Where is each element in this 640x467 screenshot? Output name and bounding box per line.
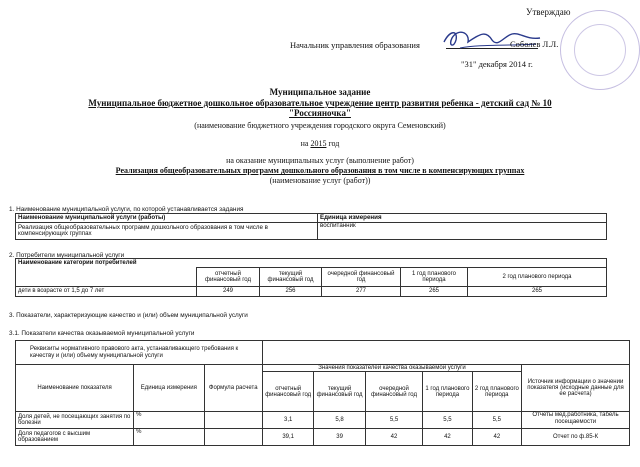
year-suffix: год: [328, 139, 340, 148]
indicator-value: 5,8: [314, 412, 365, 429]
indicator-name: Доля педагогов с высшим образованием: [16, 429, 134, 446]
consumer-category: дети в возрасте от 1,5 до 7 лет: [16, 287, 197, 297]
indicator-col-header: Наименование показателя: [16, 365, 134, 412]
unit-col-header: Единица измерения: [318, 214, 607, 223]
value-col-header: 2 год планового периода: [472, 372, 521, 412]
requisites-blank: [262, 341, 629, 365]
consumers-table: [15, 258, 607, 297]
indicator-source: Отчеты мед.работника, табель посещаемости: [522, 412, 630, 429]
indicator-name: Доля детей, не посещающих занятия по болезни: [16, 412, 134, 429]
indicator-value: 5,5: [472, 412, 521, 429]
consumer-col-header: 2 год планового периода: [468, 268, 607, 287]
institution-caption: (наименование бюджетного учреждения городского округа Семеновский): [194, 121, 446, 130]
year-value: 2015: [310, 139, 327, 148]
year-line: [0, 139, 640, 148]
consumer-value: 256: [260, 287, 322, 297]
indicator-value: 42: [472, 429, 521, 446]
value-col-header: 1 год планового периода: [423, 372, 472, 412]
service-cell: Реализация общеобразовательных программ дошкольного образования в том числе в компенсирующих группах: [16, 223, 318, 240]
institution-line: Муниципальное бюджетное дошкольное образовательное учреждение центр развития ребенка - детский сад № 10: [88, 98, 552, 108]
consumer-value: 265: [468, 287, 607, 297]
value-col-header: текущий финансовый год: [314, 372, 365, 412]
service-name: Реализация общеобразовательных программ дошкольного образования в том числе в компенсирующих группах: [115, 166, 525, 175]
doc-type: Муниципальное задание: [269, 87, 371, 97]
approval-date: "31" декабря 2014 г.: [461, 59, 533, 69]
indicator-value: 5,5: [423, 412, 472, 429]
section3-subheading: 3.1. Показатели качества оказываемой муниципальной услуги: [9, 330, 195, 337]
consumer-col-header: 1 год планового периода: [401, 268, 468, 287]
service-col-header: Наименование муниципальной услуги (работы): [16, 214, 318, 223]
value-col-header: отчетный финансовый год: [262, 372, 313, 412]
consumer-col-header: очередной финансовый год: [322, 268, 401, 287]
signer-name: Соболев Л.Л.: [510, 39, 559, 49]
requisites-header: Реквизиты нормативного правового акта, устанавливающего требования к качеству и (или) объему муниципальной услуги: [16, 341, 263, 365]
consumer-value: 277: [322, 287, 401, 297]
section2-heading: 2. Потребители муниципальной услуги: [9, 252, 125, 259]
indicator-source: Отчет по ф.85-К: [522, 429, 630, 446]
consumer-col-header: текущий финансовый год: [260, 268, 322, 287]
unit-col-header: Единица измерения: [134, 365, 204, 412]
indicator-value: 42: [365, 429, 422, 446]
values-group-header: Значения показателей качества оказываемой услуги: [262, 365, 521, 372]
table-row: [16, 412, 630, 429]
institution-name: "Россияночка": [289, 108, 351, 118]
official-stamp-inner: [574, 24, 626, 76]
indicator-formula: [204, 412, 262, 429]
indicator-value: 39,1: [262, 429, 313, 446]
section3-heading: 3. Показатели, характеризующие качество и (или) объем муниципальной услуги: [9, 312, 248, 319]
indicator-unit: %: [134, 412, 204, 429]
indicator-value: 3,1: [262, 412, 313, 429]
year-prefix: на: [300, 139, 309, 148]
consumer-value: 249: [197, 287, 260, 297]
unit-cell: воспитанник: [318, 223, 607, 240]
quality-table: [15, 340, 630, 446]
consumer-col-header: отчетный финансовый год: [197, 268, 260, 287]
service-caption: (наименование услуг (работ)): [269, 176, 371, 185]
formula-col-header: Формула расчета: [204, 365, 262, 412]
indicator-unit: %: [134, 429, 204, 446]
indicator-value: 39: [314, 429, 365, 446]
service-table: [15, 213, 607, 240]
category-header: Наименование категории потребителей: [16, 259, 607, 268]
value-col-header: очередной финансовый год: [365, 372, 422, 412]
approve-word: Утверждаю: [526, 7, 571, 17]
table-row: [16, 429, 630, 446]
indicator-value: 5,5: [365, 412, 422, 429]
section1-heading: 1. Наименование муниципальной услуги, по которой устанавливается задания: [9, 206, 244, 213]
source-col-header: Источник информации о значении показателя (исходные данные для ее расчета): [522, 365, 630, 412]
indicator-formula: [204, 429, 262, 446]
consumer-value: 265: [401, 287, 468, 297]
indicator-value: 42: [423, 429, 472, 446]
services-line: на оказание муниципальных услуг (выполнение работ): [226, 156, 414, 165]
category-header-blank: [16, 268, 197, 287]
approver-position: Начальник управления образования: [290, 40, 420, 50]
